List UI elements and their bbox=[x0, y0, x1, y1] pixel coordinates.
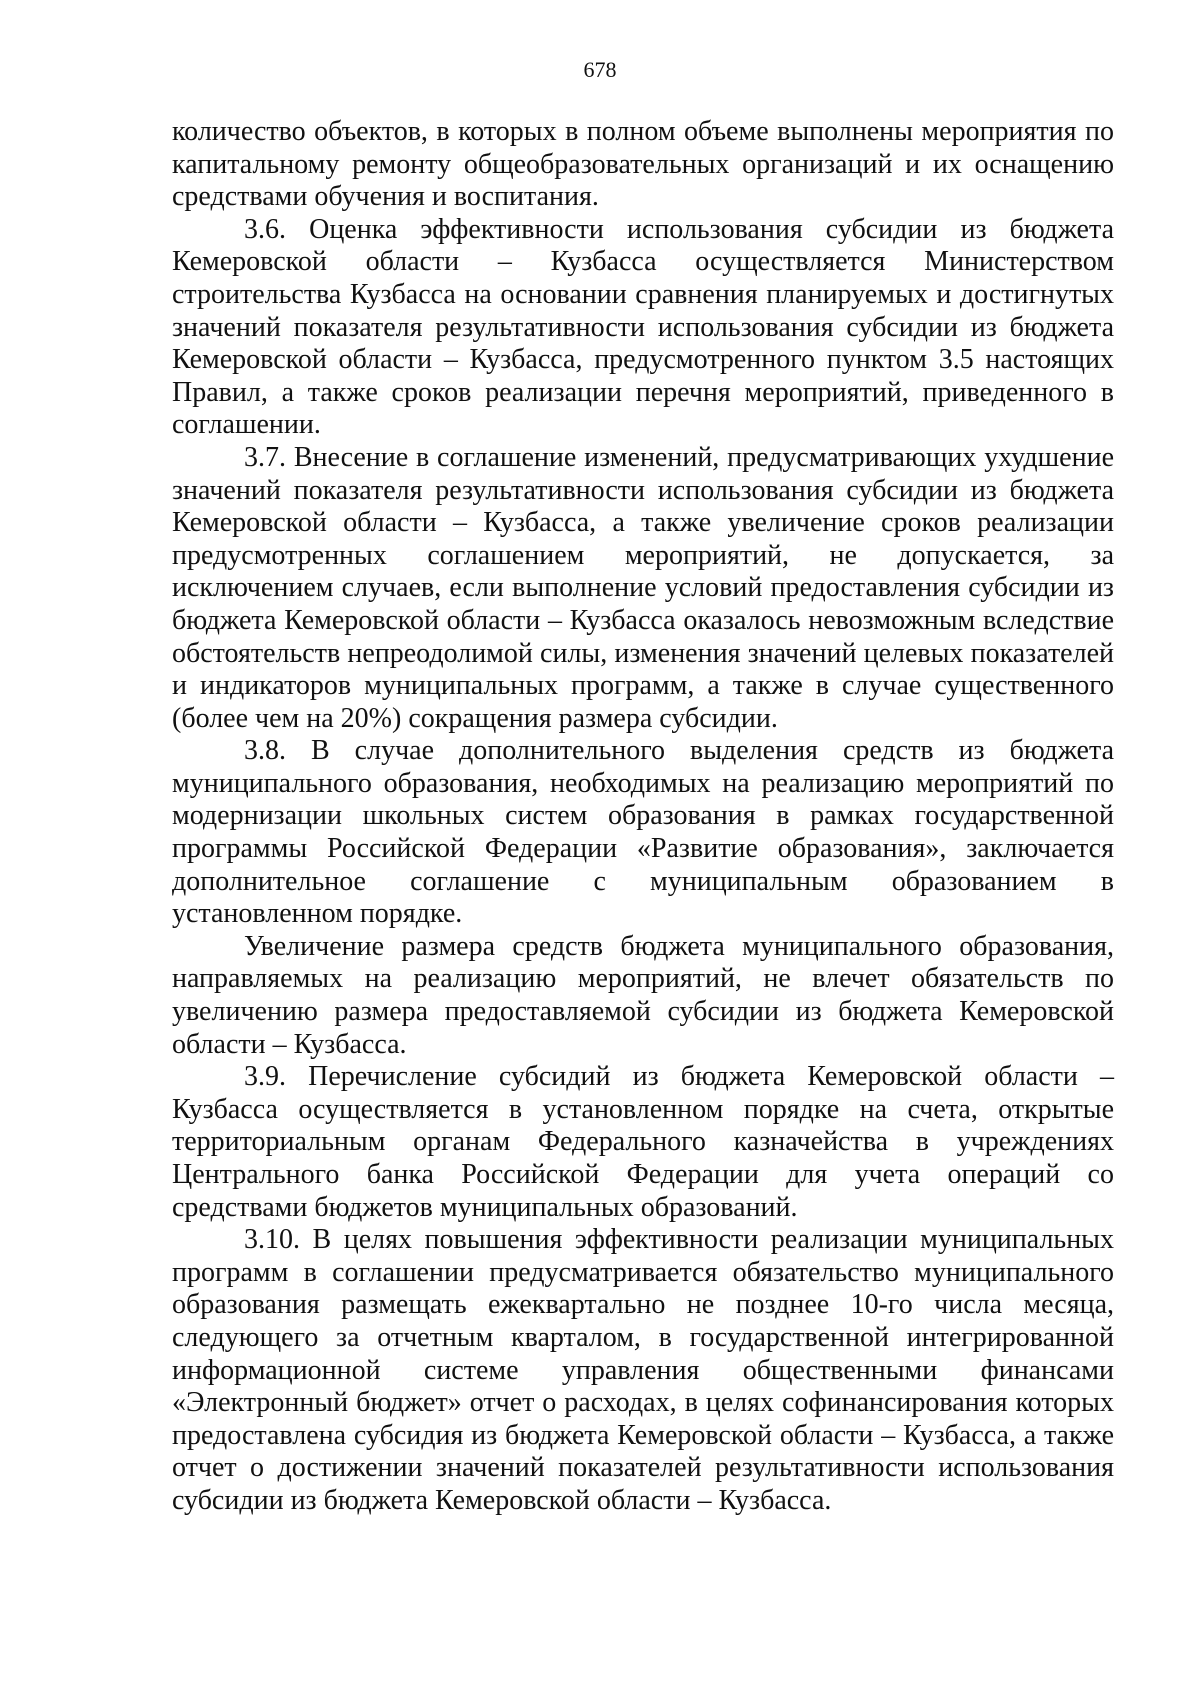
document-body bbox=[172, 116, 1114, 1518]
paragraph-continuation: количество объектов, в которых в полном объеме выполнены мероприятия по капитальному ремонту общеобразовательных организаций и их оснащению средствами обучения и воспитания. bbox=[172, 116, 1114, 213]
paragraph-3-10: 3.10. В целях повышения эффективности реализации муниципальных программ в соглашении предусматривается обязательство муниципального образования размещать ежеквартально не позднее 10-го числа месяца, следующего за отчетным кварталом, в государственной интегрированной информационной системе управления общественными финансами «Электронный бюджет» отчет о расходах, в целях софинансирования которых предоставлена субсидия из бюджета Кемеровской области – Кузбасса, а также отчет о достижении значений показателей результативности использования субсидии из бюджета Кемеровской области – Кузбасса. bbox=[172, 1224, 1114, 1516]
paragraph-funding-increase: Увеличение размера средств бюджета муниципального образования, направляемых на реализацию мероприятий, не влечет обязательств по увеличению размера предоставляемой субсидии из бюджета Кемеровской области – Кузбасса. bbox=[172, 930, 1114, 1060]
paragraph-3-6: 3.6. Оценка эффективности использования субсидии из бюджета Кемеровской области – Кузбасса осуществляется Министерством строительства Кузбасса на основании сравнения планируемых и достигнутых значений показателя результативности использования субсидии из бюджета Кемеровской области – Кузбасса, предусмотренного пунктом 3.5 настоящих Правил, а также сроков реализации перечня мероприятий, приведенного в соглашении. bbox=[172, 213, 1114, 441]
paragraph-3-9: 3.9. Перечисление субсидий из бюджета Кемеровской области – Кузбасса осуществляется в установленном порядке на счета, открытые территориальным органам Федерального казначейства в учреждениях Центрального банка Российской Федерации для учета операций со средствами бюджетов муниципальных образований. bbox=[172, 1061, 1114, 1223]
page-number: 678 bbox=[583, 57, 617, 82]
paragraph-3-8: 3.8. В случае дополнительного выделения средств из бюджета муниципального образования, необходимых на реализацию мероприятий по модернизации школьных систем образования в рамках государственной программы Российской Федерации «Развитие образования», заключается дополнительное соглашение с муниципальным образованием в установленном порядке. bbox=[172, 735, 1114, 930]
paragraph-3-7: 3.7. Внесение в соглашение изменений, предусматривающих ухудшение значений показателя результативности использования субсидии из бюджета Кемеровской области – Кузбасса, а также увеличение сроков реализации предусмотренных соглашением мероприятий, не допускается, за исключением случаев, если выполнение условий предоставления субсидии из бюджета Кемеровской области – Кузбасса оказалось невозможным вследствие обстоятельств непреодолимой силы, изменения значений целевых показателей и индикаторов муниципальных программ, а также в случае существенного (более чем на 20%) сокращения размера субсидии. bbox=[172, 441, 1114, 734]
